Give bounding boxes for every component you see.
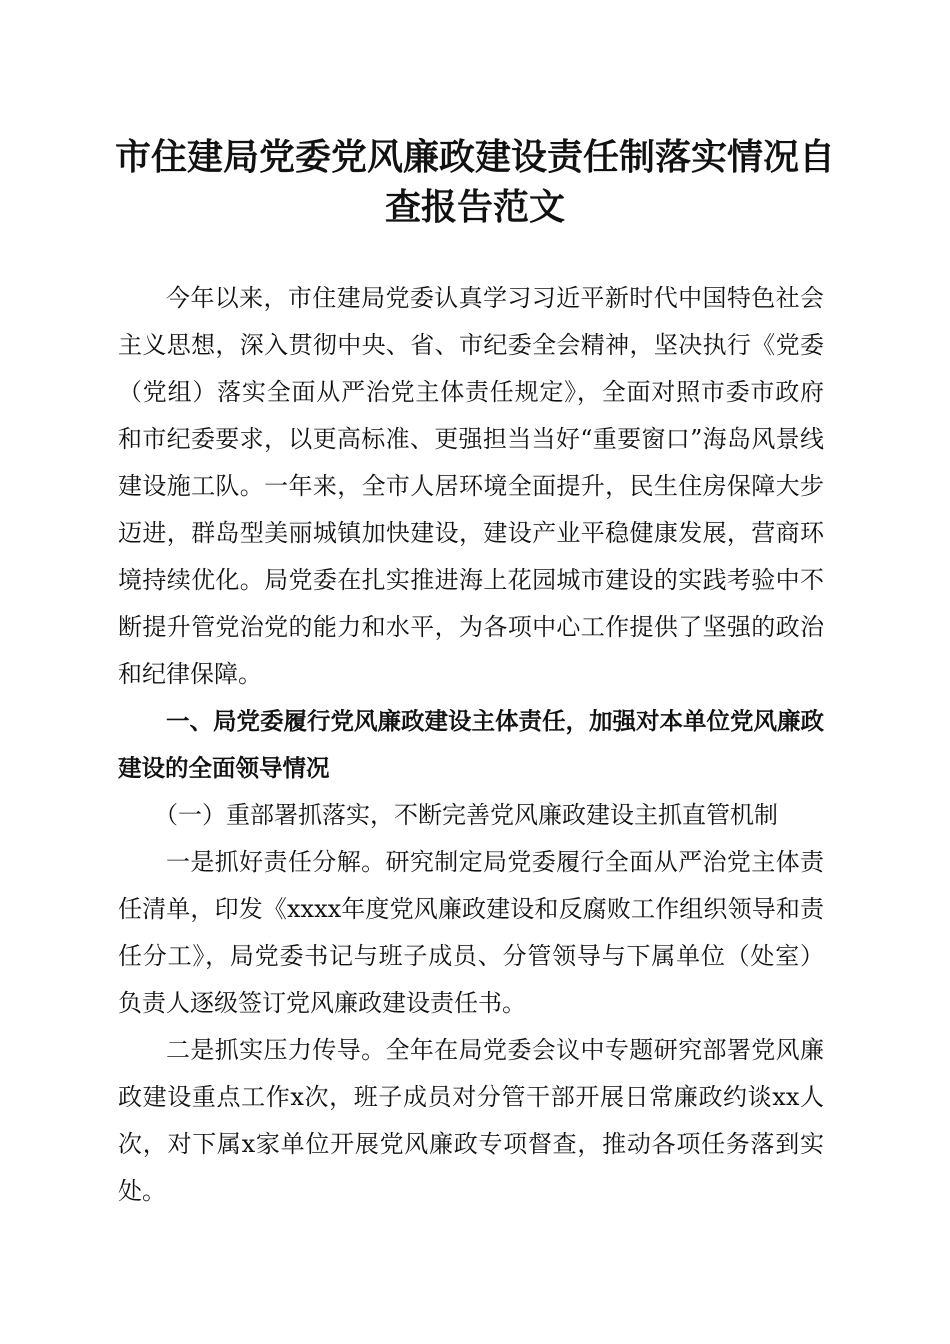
point-paragraph-1: 一是抓好责任分解。研究制定局党委履行全面从严治党主体责任清单，印发《xxxx年度党风廉政建设和反腐败工作组织领导和责任分工》，局党委书记与班子成员、分管领导与下属单位（处室）负责人逐级签订党风廉政建设责任书。 xyxy=(118,848,824,1017)
intro-paragraph: 今年以来，市住建局党委认真学习习近平新时代中国特色社会主义思想，深入贯彻中央、省、市纪委全会精神，坚决执行《党委（党组）落实全面从严治党主体责任规定》，全面对照市委市政府和市纪委要求，以更高标准、更强担当当好“重要窗口”海岛风景线建设施工队。一年来，全市人居环境全面提升，民生住房保障大步迈进，群岛型美丽城镇加快建设，建设产业平稳健康发展，营商环境持续优化。局党委在扎实推进海上花园城市建设的实践考验中不断提升管党治党的能力和水平，为各项中心工作提供了坚强的政治和纪律保障。 xyxy=(118,284,824,688)
document-title: 市住建局党委党风廉政建设责任制落实情况自查报告范文 xyxy=(114,136,835,228)
point-paragraph-2: 二是抓实压力传导。全年在局党委会议中专题研究部署党风廉政建设重点工作x次，班子成员对分管干部开展日常廉政约谈xx人次，对下属x家单位开展党风廉政专项督查，推动各项任务落到实处。 xyxy=(118,1036,824,1205)
document-body xyxy=(118,275,824,1215)
subsection-heading: （一）重部署抓落实，不断完善党风廉政建设主抓直管机制 xyxy=(154,801,778,829)
section-heading: 一、局党委履行党风廉政建设主体责任，加强对本单位党风廉政建设的全面领导情况 xyxy=(118,707,824,782)
